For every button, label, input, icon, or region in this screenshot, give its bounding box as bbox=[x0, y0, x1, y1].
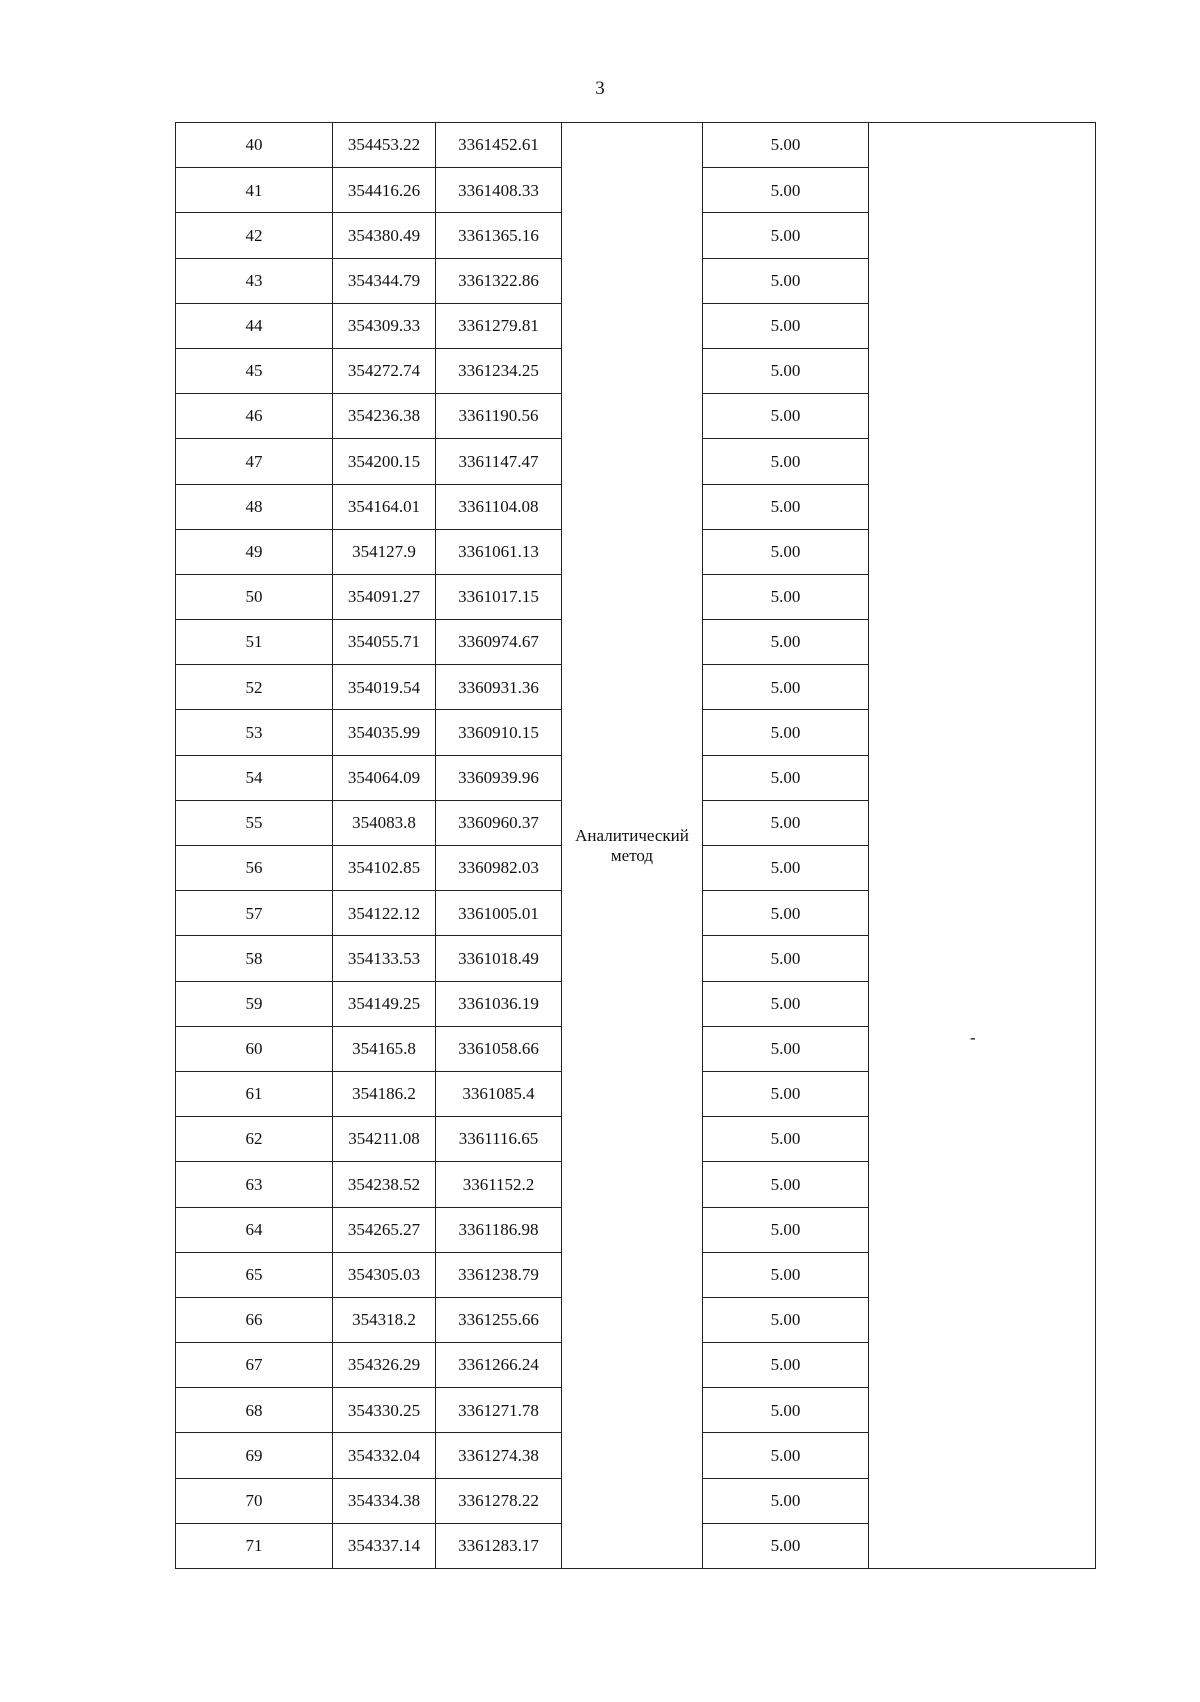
point-number-cell: 43 bbox=[176, 258, 333, 303]
x-coordinate-cell: 354332.04 bbox=[333, 1433, 436, 1478]
point-number-cell: 57 bbox=[176, 891, 333, 936]
x-coordinate-cell: 354165.8 bbox=[333, 1026, 436, 1071]
accuracy-cell: 5.00 bbox=[703, 936, 869, 981]
accuracy-cell: 5.00 bbox=[703, 439, 869, 484]
accuracy-cell: 5.00 bbox=[703, 258, 869, 303]
y-coordinate-cell: 3361005.01 bbox=[436, 891, 562, 936]
accuracy-cell: 5.00 bbox=[703, 1162, 869, 1207]
point-number-cell: 59 bbox=[176, 981, 333, 1026]
y-coordinate-cell: 3361452.61 bbox=[436, 123, 562, 168]
accuracy-cell: 5.00 bbox=[703, 1388, 869, 1433]
y-coordinate-cell: 3361036.19 bbox=[436, 981, 562, 1026]
y-coordinate-cell: 3361408.33 bbox=[436, 168, 562, 213]
y-coordinate-cell: 3361085.4 bbox=[436, 1071, 562, 1116]
accuracy-cell: 5.00 bbox=[703, 1523, 869, 1568]
accuracy-cell: 5.00 bbox=[703, 168, 869, 213]
x-coordinate-cell: 354337.14 bbox=[333, 1523, 436, 1568]
x-coordinate-cell: 354334.38 bbox=[333, 1478, 436, 1523]
point-number-cell: 49 bbox=[176, 529, 333, 574]
y-coordinate-cell: 3361234.25 bbox=[436, 348, 562, 393]
x-coordinate-cell: 354133.53 bbox=[333, 936, 436, 981]
point-number-cell: 40 bbox=[176, 123, 333, 168]
x-coordinate-cell: 354344.79 bbox=[333, 258, 436, 303]
x-coordinate-cell: 354035.99 bbox=[333, 710, 436, 755]
y-coordinate-cell: 3360974.67 bbox=[436, 620, 562, 665]
accuracy-cell: 5.00 bbox=[703, 394, 869, 439]
point-number-cell: 62 bbox=[176, 1117, 333, 1162]
y-coordinate-cell: 3361147.47 bbox=[436, 439, 562, 484]
accuracy-cell: 5.00 bbox=[703, 1433, 869, 1478]
point-number-cell: 69 bbox=[176, 1433, 333, 1478]
accuracy-cell: 5.00 bbox=[703, 1252, 869, 1297]
accuracy-cell: 5.00 bbox=[703, 665, 869, 710]
y-coordinate-cell: 3361018.49 bbox=[436, 936, 562, 981]
coordinates-table-body bbox=[176, 123, 1096, 1569]
accuracy-cell: 5.00 bbox=[703, 755, 869, 800]
method-cell: Аналитический метод bbox=[562, 123, 703, 1569]
x-coordinate-cell: 354127.9 bbox=[333, 529, 436, 574]
point-number-cell: 64 bbox=[176, 1207, 333, 1252]
point-number-cell: 67 bbox=[176, 1343, 333, 1388]
point-number-cell: 66 bbox=[176, 1297, 333, 1342]
y-coordinate-cell: 3361061.13 bbox=[436, 529, 562, 574]
point-number-cell: 41 bbox=[176, 168, 333, 213]
y-coordinate-cell: 3361278.22 bbox=[436, 1478, 562, 1523]
accuracy-cell: 5.00 bbox=[703, 1117, 869, 1162]
x-coordinate-cell: 354318.2 bbox=[333, 1297, 436, 1342]
y-coordinate-cell: 3361365.16 bbox=[436, 213, 562, 258]
accuracy-cell: 5.00 bbox=[703, 303, 869, 348]
x-coordinate-cell: 354236.38 bbox=[333, 394, 436, 439]
x-coordinate-cell: 354211.08 bbox=[333, 1117, 436, 1162]
accuracy-cell: 5.00 bbox=[703, 1207, 869, 1252]
x-coordinate-cell: 354122.12 bbox=[333, 891, 436, 936]
y-coordinate-cell: 3361283.17 bbox=[436, 1523, 562, 1568]
x-coordinate-cell: 354164.01 bbox=[333, 484, 436, 529]
accuracy-cell: 5.00 bbox=[703, 891, 869, 936]
point-number-cell: 54 bbox=[176, 755, 333, 800]
y-coordinate-cell: 3361017.15 bbox=[436, 574, 562, 619]
x-coordinate-cell: 354309.33 bbox=[333, 303, 436, 348]
point-number-cell: 42 bbox=[176, 213, 333, 258]
y-coordinate-cell: 3361255.66 bbox=[436, 1297, 562, 1342]
accuracy-cell: 5.00 bbox=[703, 1026, 869, 1071]
accuracy-cell: 5.00 bbox=[703, 1478, 869, 1523]
y-coordinate-cell: 3361152.2 bbox=[436, 1162, 562, 1207]
x-coordinate-cell: 354453.22 bbox=[333, 123, 436, 168]
point-number-cell: 52 bbox=[176, 665, 333, 710]
accuracy-cell: 5.00 bbox=[703, 1297, 869, 1342]
accuracy-cell: 5.00 bbox=[703, 348, 869, 393]
y-coordinate-cell: 3361266.24 bbox=[436, 1343, 562, 1388]
accuracy-cell: 5.00 bbox=[703, 123, 869, 168]
point-number-cell: 55 bbox=[176, 800, 333, 845]
point-number-cell: 53 bbox=[176, 710, 333, 755]
point-number-cell: 56 bbox=[176, 846, 333, 891]
point-number-cell: 70 bbox=[176, 1478, 333, 1523]
accuracy-cell: 5.00 bbox=[703, 213, 869, 258]
x-coordinate-cell: 354200.15 bbox=[333, 439, 436, 484]
table-row bbox=[176, 123, 1096, 168]
y-coordinate-cell: 3361279.81 bbox=[436, 303, 562, 348]
accuracy-cell: 5.00 bbox=[703, 484, 869, 529]
y-coordinate-cell: 3361186.98 bbox=[436, 1207, 562, 1252]
note-dash-mark: - bbox=[970, 1028, 976, 1047]
x-coordinate-cell: 354330.25 bbox=[333, 1388, 436, 1433]
y-coordinate-cell: 3360910.15 bbox=[436, 710, 562, 755]
point-number-cell: 58 bbox=[176, 936, 333, 981]
accuracy-cell: 5.00 bbox=[703, 846, 869, 891]
note-cell bbox=[869, 123, 1096, 1569]
x-coordinate-cell: 354186.2 bbox=[333, 1071, 436, 1116]
y-coordinate-cell: 3361116.65 bbox=[436, 1117, 562, 1162]
y-coordinate-cell: 3360939.96 bbox=[436, 755, 562, 800]
accuracy-cell: 5.00 bbox=[703, 800, 869, 845]
x-coordinate-cell: 354064.09 bbox=[333, 755, 436, 800]
x-coordinate-cell: 354272.74 bbox=[333, 348, 436, 393]
x-coordinate-cell: 354326.29 bbox=[333, 1343, 436, 1388]
coordinates-table bbox=[175, 122, 1096, 1569]
point-number-cell: 68 bbox=[176, 1388, 333, 1433]
point-number-cell: 60 bbox=[176, 1026, 333, 1071]
point-number-cell: 71 bbox=[176, 1523, 333, 1568]
accuracy-cell: 5.00 bbox=[703, 574, 869, 619]
x-coordinate-cell: 354149.25 bbox=[333, 981, 436, 1026]
point-number-cell: 45 bbox=[176, 348, 333, 393]
x-coordinate-cell: 354238.52 bbox=[333, 1162, 436, 1207]
y-coordinate-cell: 3361271.78 bbox=[436, 1388, 562, 1433]
accuracy-cell: 5.00 bbox=[703, 529, 869, 574]
y-coordinate-cell: 3360982.03 bbox=[436, 846, 562, 891]
point-number-cell: 48 bbox=[176, 484, 333, 529]
accuracy-cell: 5.00 bbox=[703, 710, 869, 755]
point-number-cell: 50 bbox=[176, 574, 333, 619]
x-coordinate-cell: 354055.71 bbox=[333, 620, 436, 665]
x-coordinate-cell: 354091.27 bbox=[333, 574, 436, 619]
point-number-cell: 44 bbox=[176, 303, 333, 348]
x-coordinate-cell: 354265.27 bbox=[333, 1207, 436, 1252]
point-number-cell: 65 bbox=[176, 1252, 333, 1297]
x-coordinate-cell: 354019.54 bbox=[333, 665, 436, 710]
y-coordinate-cell: 3361058.66 bbox=[436, 1026, 562, 1071]
point-number-cell: 47 bbox=[176, 439, 333, 484]
point-number-cell: 63 bbox=[176, 1162, 333, 1207]
page-number: 3 bbox=[595, 78, 605, 99]
point-number-cell: 61 bbox=[176, 1071, 333, 1116]
accuracy-cell: 5.00 bbox=[703, 1343, 869, 1388]
point-number-cell: 51 bbox=[176, 620, 333, 665]
y-coordinate-cell: 3361190.56 bbox=[436, 394, 562, 439]
accuracy-cell: 5.00 bbox=[703, 981, 869, 1026]
y-coordinate-cell: 3360960.37 bbox=[436, 800, 562, 845]
x-coordinate-cell: 354305.03 bbox=[333, 1252, 436, 1297]
x-coordinate-cell: 354416.26 bbox=[333, 168, 436, 213]
x-coordinate-cell: 354102.85 bbox=[333, 846, 436, 891]
y-coordinate-cell: 3361238.79 bbox=[436, 1252, 562, 1297]
y-coordinate-cell: 3361322.86 bbox=[436, 258, 562, 303]
y-coordinate-cell: 3360931.36 bbox=[436, 665, 562, 710]
accuracy-cell: 5.00 bbox=[703, 1071, 869, 1116]
y-coordinate-cell: 3361274.38 bbox=[436, 1433, 562, 1478]
y-coordinate-cell: 3361104.08 bbox=[436, 484, 562, 529]
point-number-cell: 46 bbox=[176, 394, 333, 439]
x-coordinate-cell: 354083.8 bbox=[333, 800, 436, 845]
x-coordinate-cell: 354380.49 bbox=[333, 213, 436, 258]
accuracy-cell: 5.00 bbox=[703, 620, 869, 665]
